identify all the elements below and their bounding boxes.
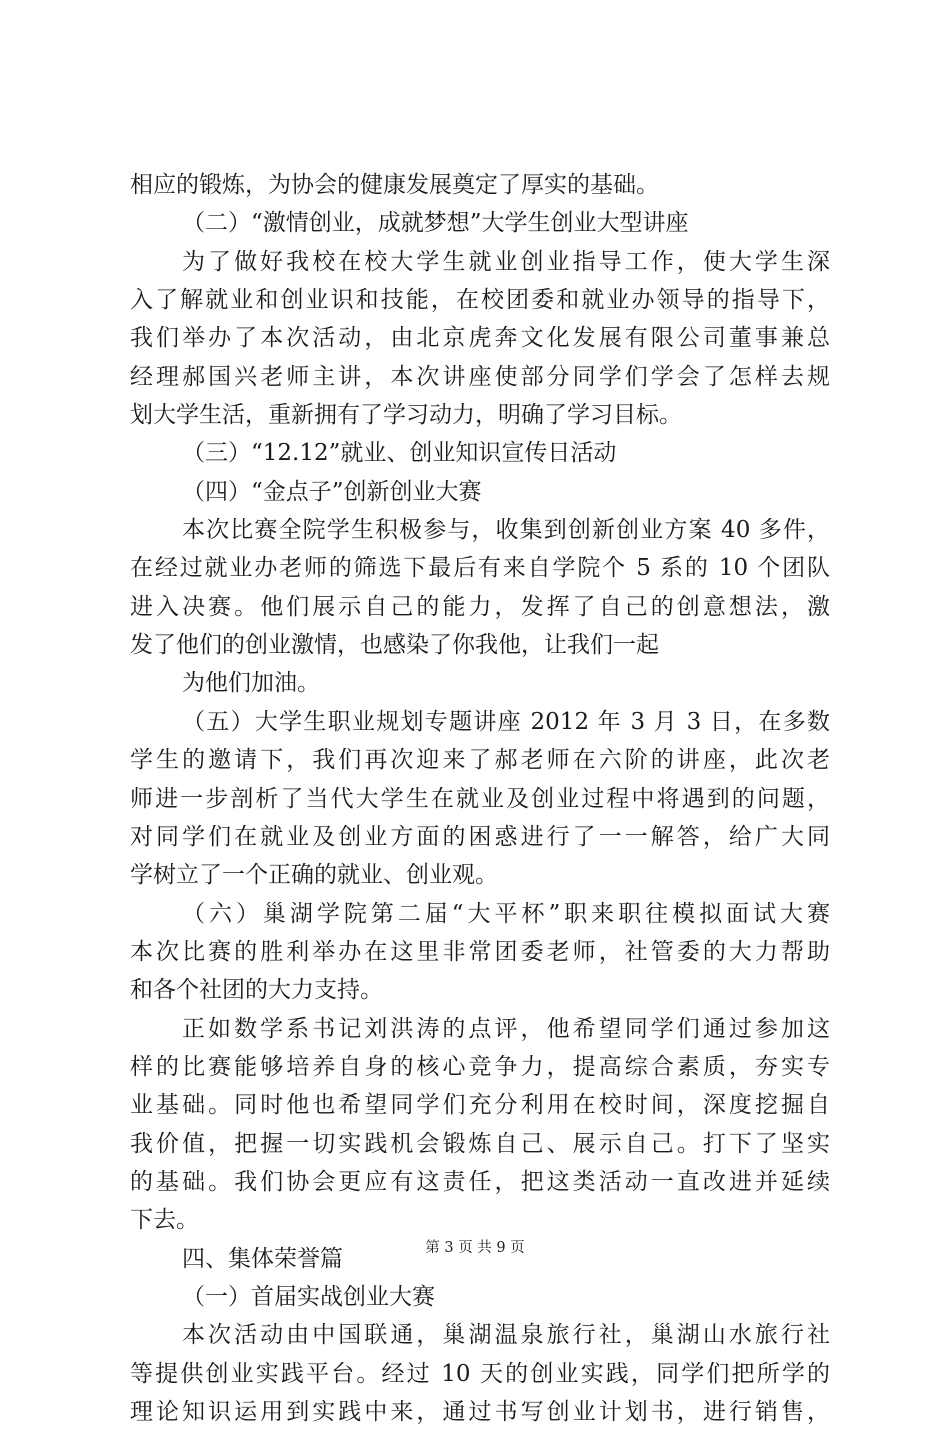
text-line: 本次比赛的胜利举办在这里非常团委老师，社管委的大力帮助 (130, 938, 830, 965)
text-line: 为了做好我校在校大学生就业创业指导工作，使大学生深 (182, 248, 830, 275)
text-line: 学生的邀请下，我们再次迎来了郝老师在六阶的讲座，此次老 (130, 747, 830, 774)
text-line: （一）首届实战创业大赛 (182, 1283, 435, 1310)
text-line: 学树立了一个正确的就业、创业观。 (130, 862, 498, 889)
text-line: 发了他们的创业激情，也感染了你我他，让我们一起 (130, 632, 659, 659)
text-line: 本次活动由中国联通，巢湖温泉旅行社，巢湖山水旅行社 (182, 1322, 830, 1349)
page-footer: 第 3 页 共 9 页 (425, 1240, 525, 1256)
text-line: 的基础。我们协会更应有这责任，把这类活动一直改进并延续 (130, 1168, 830, 1195)
text-line: （二）“激情创业，成就梦想”大学生创业大型讲座 (182, 210, 689, 237)
text-line: 师进一步剖析了当代大学生在就业及创业过程中将遇到的问题， (130, 785, 830, 812)
text-line: 我们举办了本次活动，由北京虎奔文化发展有限公司董事兼总 (130, 325, 830, 352)
text-line: 业基础。同时他也希望同学们充分利用在校时间，深度挖掘自 (130, 1092, 830, 1119)
text-line: 和各个社团的大力支持。 (130, 977, 383, 1004)
text-line: 对同学们在就业及创业方面的困惑进行了一一解答，给广大同 (130, 823, 830, 850)
text-line: （四）“金点子”创新创业大赛 (182, 478, 482, 505)
text-line: （五）大学生职业规划专题讲座 2012 年 3 月 3 日，在多数 (182, 708, 830, 735)
text-line: 本次比赛全院学生积极参与，收集到创新创业方案 40 多件， (182, 517, 830, 544)
text-line: 相应的锻炼，为协会的健康发展奠定了厚实的基础。 (130, 172, 659, 198)
text-line: 划大学生活，重新拥有了学习动力，明确了学习目标。 (130, 402, 682, 429)
text-line: 样的比赛能够培养自身的核心竞争力，提高综合素质，夯实专 (130, 1053, 830, 1080)
text-line: 四、集体荣誉篇 (182, 1245, 343, 1272)
text-line: 入了解就业和创业识和技能，在校团委和就业办领导的指导下， (130, 287, 830, 314)
text-line: 在经过就业办老师的筛选下最后有来自学院个 5 系的 10 个团队 (130, 555, 830, 582)
text-line: 进入决赛。他们展示自己的能力，发挥了自己的创意想法，激 (130, 593, 830, 620)
text-line: 经理郝国兴老师主讲，本次讲座使部分同学们学会了怎样去规 (130, 363, 830, 390)
text-line: 下去。 (130, 1207, 199, 1234)
text-line: 正如数学系书记刘洪涛的点评，他希望同学们通过参加这 (182, 1015, 830, 1042)
text-line: （六）巢湖学院第二届“大平杯”职来职往模拟面试大赛 (182, 900, 830, 927)
text-line: （三）“12.12”就业、创业知识宣传日活动 (182, 440, 617, 467)
text-line: 我价值，把握一切实践机会锻炼自己、展示自己。打下了坚实 (130, 1130, 830, 1157)
text-line: 为他们加油。 (182, 670, 320, 697)
text-line: 等提供创业实践平台。经过 10 天的创业实践，同学们把所学的 (130, 1360, 830, 1387)
text-line: 理论知识运用到实践中来，通过书写创业计划书，进行销售， (130, 1399, 830, 1425)
